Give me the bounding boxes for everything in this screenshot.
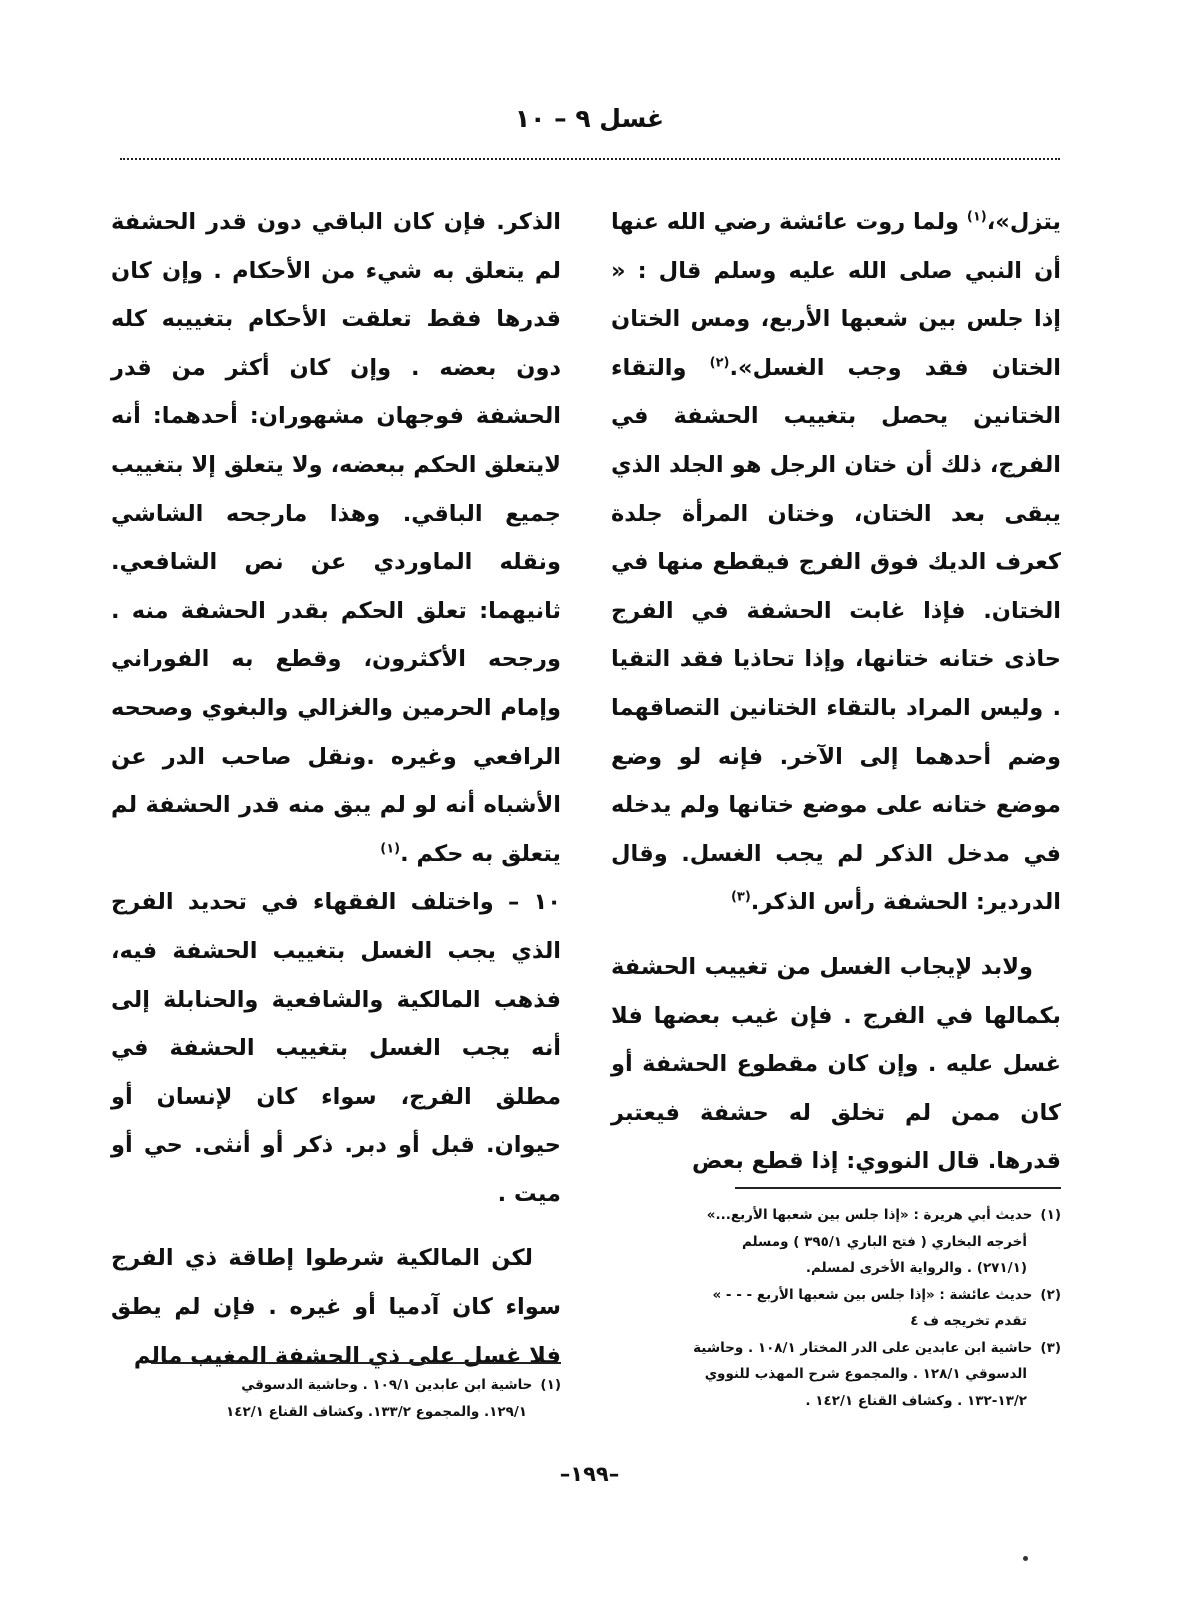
paragraph: ١٠ – واختلف الفقهاء في تحديد الفرج الذي يجب الغسل بتغييب الحشفة فيه، فذهب المالكية والشافعية والحنابلة إلى أنه يجب الغسل بتغييب الحشفة في مطلق الفرج، سواء كان لإنسان أو حيوان. قبل أو دبر. ذكر أو أنثى. حي أو ميت .: [111, 889, 561, 1207]
paragraph: ولابد لإيجاب الغسل من تغييب الحشفة بكمالها في الفرج . فإن غيب بعضها فلا غسل عليه . وإن كان مقطوع الحشفة أو كان ممن لم تخلق له حشفة فيعتبر قدرها. قال النووي: إذا قطع بعض: [611, 953, 1061, 1175]
running-header: غسل ٩ – ١٠: [514, 104, 665, 133]
paragraph-text: والتقاء الختانين يحصل بتغييب الحشفة في الفرج، ذلك أن ختان الرجل هو الجلد الذي يبقى بعد الختان، وختان المرأة جلدة كعرف الديك فوق الفرج فيقطع منها في الختان. فإذا غابت الحشفة في الفرج حاذى ختانه ختانها، وإذا تحاذيا فقد التقيا . وليس المراد بالتقاء الختانين التصاقهما وضم أحدهما إلى الآخر. فإنه لو وضع موضع ختانه على موضع ختانها ولم يدخله في مدخل الذكر لم يجب الغسل. وقال الدردير: الحشفة رأس الذكر.: [611, 354, 1061, 916]
footnote: [611, 1335, 1061, 1362]
footnote-divider: [151, 1362, 561, 1364]
paragraph-text: يتزل»،: [986, 209, 1061, 235]
paragraph: [611, 198, 1061, 927]
footnote-line: تقدم تخريجه ف ٤: [910, 1313, 1027, 1329]
footnote-text: حاشية ابن عابدين على الدر المختار ١٠٨/١ . وحاشية: [693, 1339, 1033, 1356]
footnote-number: (٢): [1040, 1286, 1061, 1303]
footnote-marker: (١): [380, 841, 401, 857]
footnote-line: ١٢٩/١. والمجموع ١٣٣/٢. وكشاف القناع ١٤٢/١: [226, 1403, 527, 1420]
footnote: [611, 1202, 1061, 1229]
paragraph: [111, 198, 561, 878]
footnote-line: الدسوقي ١٢٨/١ . والمجموع شرح المهذب للنووي: [704, 1366, 1027, 1382]
footnote-marker: (٢): [709, 355, 730, 371]
footnote-divider: [735, 1187, 1061, 1189]
footnote: [611, 1282, 1061, 1309]
paragraph: لكن المالكية شرطوا إطاقة ذي الفرج سواء كان آدميا أو غيره . فإن لم يطق فلا غسل على ذي الحشفة المغيب مالم: [111, 1245, 561, 1369]
paragraph-text: الذكر. فإن كان الباقي دون قدر الحشفة لم يتعلق به شيء من الأحكام . وإن كان قدرها فقط تعلقت الأحكام بتغييبه كله دون بعضه . وإن كان أكثر من قدر الحشفة فوجهان مشهوران: أحدهما: أنه لايتعلق الحكم ببعضه، ولا يتعلق إلا بتغييب جميع الباقي. وهذا مارجحه الشاشي ونقله الماوردي عن نص الشافعي. ثانيهما: تعلق الحكم بقدر الحشفة منه . ورجحه الأكثرون، وقطع به الفوراني وإمام الحرمين والغزالي والبغوي وصححه الرافعي وغيره .ونقل صاحب الدر عن الأشباه أنه لو لم يبق منه قدر الحشفة لم يتعلق به حكم .: [111, 209, 561, 867]
scan-speck: [1023, 1556, 1028, 1561]
page-number: –١٩٩–: [559, 1462, 620, 1486]
footnote-text: حديث أبي هريرة : «إذا جلس بين شعبها الأربع...»: [706, 1207, 1033, 1223]
footnote-number: (٣): [1040, 1339, 1061, 1356]
footnote: [111, 1372, 561, 1399]
footnote-number: (١): [540, 1377, 561, 1393]
footnote-number: (١): [1040, 1207, 1061, 1223]
footnote-line: ١٣/٢-١٣٢ . وكشاف القناع ١٤٢/١ .: [805, 1392, 1027, 1409]
paragraph-text: ولما روت عائشة رضي الله عنها أن النبي صلى الله عليه وسلم قال : « إذا جلس بين شعبها الأربع، ومس الختان الختان فقد وجب الغسل».: [611, 209, 1061, 381]
right-column: [611, 198, 1061, 1186]
footnote-line: (٢٧١/١) . والرواية الأخرى لمسلم.: [805, 1260, 1027, 1276]
footnote-text: حديث عائشة : «إذا جلس بين شعبها الأربع - - - »: [712, 1286, 1033, 1303]
right-footnotes: [611, 1202, 1061, 1414]
footnote-line: أخرجه البخاري ( فتح الباري ٣٩٥/١ ) ومسلم: [741, 1233, 1027, 1250]
left-footnotes: [111, 1372, 561, 1425]
left-column: [111, 198, 561, 1380]
footnote-marker: (٣): [730, 889, 751, 905]
footnote-marker: (١): [966, 209, 987, 225]
header-divider: [120, 158, 1060, 160]
footnote-text: حاشية ابن عابدين ١٠٩/١ . وحاشية الدسوقي: [241, 1377, 533, 1393]
